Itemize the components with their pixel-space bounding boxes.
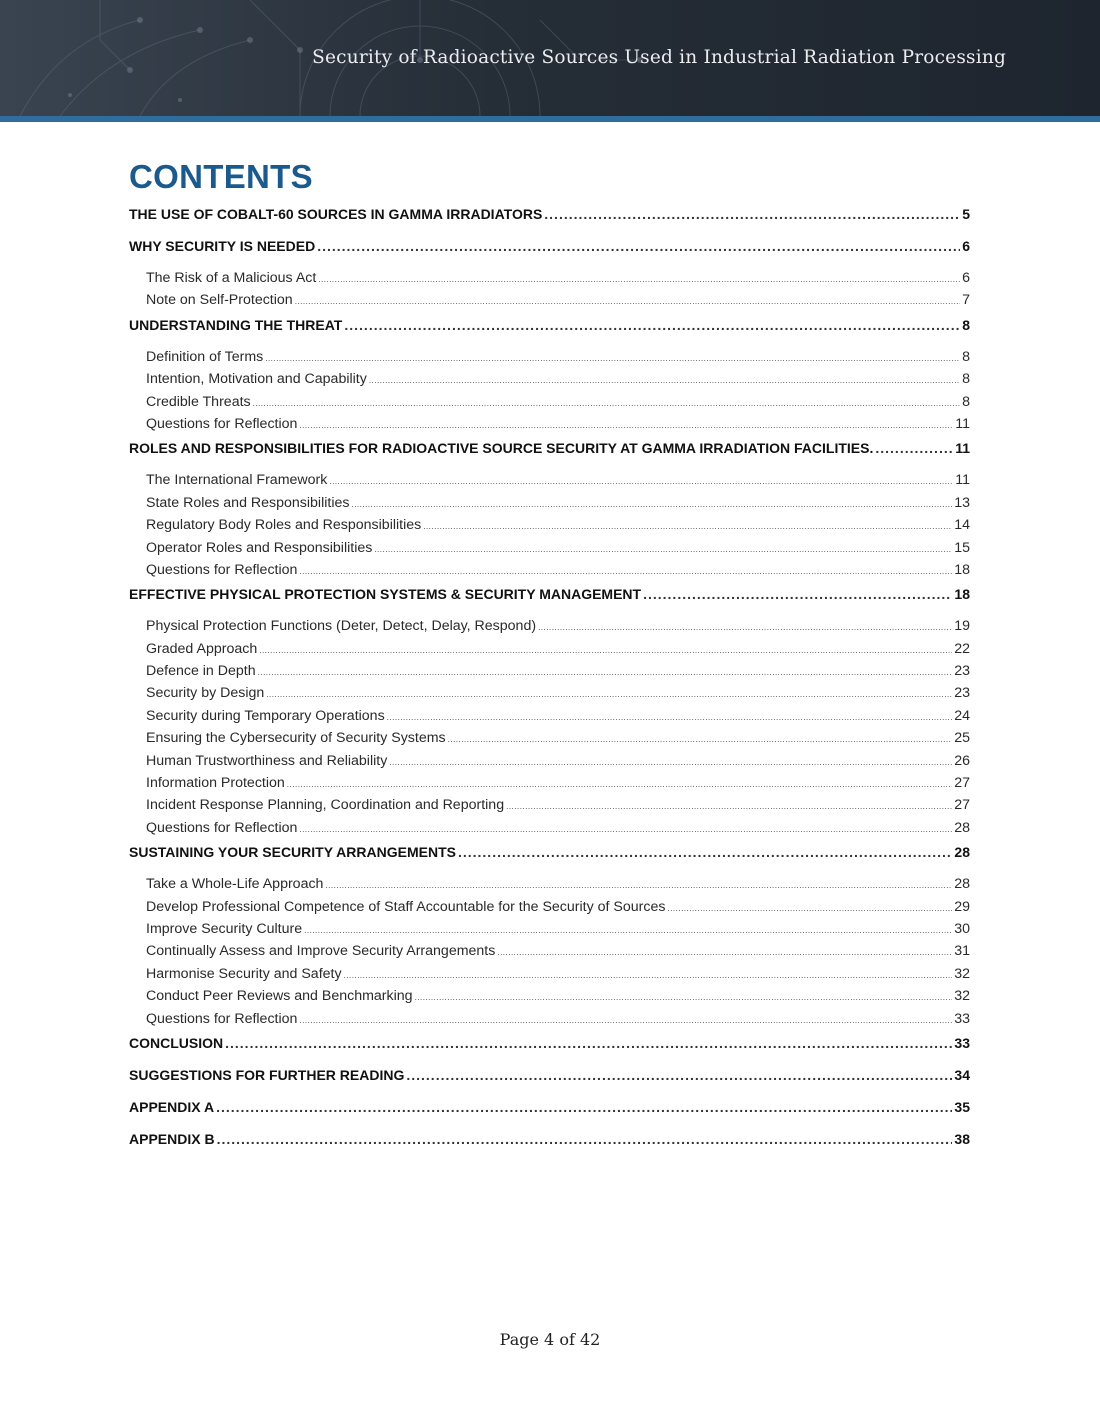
toc-entry-page: 5 bbox=[962, 206, 970, 222]
toc-dot-leader bbox=[497, 943, 952, 959]
toc-entry-title: CONCLUSION bbox=[129, 1034, 224, 1051]
toc-entry-title: Improve Security Culture bbox=[146, 920, 303, 937]
toc-subsection-entry[interactable] bbox=[129, 394, 970, 416]
toc-dot-leader bbox=[506, 797, 952, 813]
toc-dot-leader bbox=[287, 775, 952, 791]
toc-entry-page: 11 bbox=[955, 415, 970, 432]
toc-entry-title: Take a Whole-Life Approach bbox=[146, 876, 324, 893]
toc-entry-page: 6 bbox=[962, 270, 970, 286]
toc-subsection-entry[interactable] bbox=[129, 618, 970, 640]
toc-entry-page: 28 bbox=[954, 819, 970, 836]
toc-entry-title: SUSTAINING YOUR SECURITY ARRANGEMENTS bbox=[129, 844, 456, 861]
toc-dot-leader bbox=[667, 899, 952, 915]
toc-entry-page: 11 bbox=[955, 472, 970, 489]
toc-entry-page: 11 bbox=[955, 440, 970, 457]
toc-entry-title: Questions for Reflection bbox=[146, 1010, 298, 1027]
toc-dot-leader bbox=[299, 820, 952, 836]
toc-section-entry[interactable] bbox=[129, 1035, 970, 1067]
toc-entry-title: APPENDIX A bbox=[129, 1098, 215, 1115]
toc-dot-leader bbox=[369, 371, 960, 387]
toc-dot-leader bbox=[325, 876, 952, 892]
toc-subsection-entry[interactable] bbox=[129, 708, 970, 730]
toc-dot-leader bbox=[458, 844, 952, 860]
toc-entry-page: 33 bbox=[954, 1034, 970, 1051]
toc-dot-leader bbox=[217, 1131, 953, 1147]
toc-entry-page: 38 bbox=[954, 1130, 970, 1147]
toc-subsection-entry[interactable] bbox=[129, 371, 970, 393]
toc-entry-title: Definition of Terms bbox=[146, 348, 264, 365]
toc-entry-title: The Risk of a Malicious Act bbox=[146, 270, 317, 286]
toc-entry-title: Human Trustworthiness and Reliability bbox=[146, 752, 388, 769]
toc-entry-page: 7 bbox=[962, 292, 970, 309]
toc-entry-page: 18 bbox=[954, 561, 970, 578]
header-rule bbox=[0, 116, 1100, 122]
toc-entry-title: Information Protection bbox=[146, 775, 285, 792]
toc-entry-page: 23 bbox=[954, 663, 970, 680]
toc-entry-page: 24 bbox=[954, 707, 970, 724]
toc-dot-leader bbox=[318, 270, 960, 286]
toc-dot-leader bbox=[351, 495, 952, 511]
toc-entry-title: Note on Self-Protection bbox=[146, 292, 293, 309]
toc-entry-title: UNDERSTANDING THE THREAT bbox=[129, 316, 343, 333]
toc-subsection-entry[interactable] bbox=[129, 685, 970, 707]
toc-entry-page: 26 bbox=[954, 752, 970, 769]
toc-entry-page: 15 bbox=[954, 539, 970, 556]
toc-dot-leader bbox=[875, 440, 953, 456]
toc-entry-title: Intention, Motivation and Capability bbox=[146, 371, 367, 388]
toc-entry-page: 28 bbox=[954, 876, 970, 893]
page-header-banner bbox=[0, 0, 1100, 116]
toc-dot-leader bbox=[448, 730, 953, 746]
toc-subsection-entry[interactable] bbox=[129, 495, 970, 517]
toc-dot-leader bbox=[304, 921, 952, 937]
toc-dot-leader bbox=[387, 708, 953, 724]
toc-entry-page: 18 bbox=[954, 586, 970, 603]
document-title: Security of Radioactive Sources Used in Industrial Radiation Processing bbox=[312, 47, 1006, 68]
toc-subsection-entry[interactable] bbox=[129, 517, 970, 539]
toc-entry-title: APPENDIX B bbox=[129, 1130, 215, 1147]
toc-subsection-entry[interactable] bbox=[129, 663, 970, 685]
toc-entry-title: Incident Response Planning, Coordination and Reporting bbox=[146, 797, 505, 814]
toc-dot-leader bbox=[295, 292, 960, 308]
toc-section-entry[interactable] bbox=[129, 1067, 970, 1099]
toc-entry-page: 8 bbox=[962, 393, 970, 410]
toc-subsection-entry[interactable] bbox=[129, 820, 970, 842]
toc-entry-title: SUGGESTIONS FOR FURTHER READING bbox=[129, 1066, 405, 1083]
toc-subsection-entry[interactable] bbox=[129, 753, 970, 775]
toc-entry-page: 32 bbox=[954, 988, 970, 1005]
toc-dot-leader bbox=[344, 966, 953, 982]
toc-entry-page: 27 bbox=[954, 797, 970, 814]
toc-entry-page: 8 bbox=[962, 316, 970, 333]
toc-entry-title: ROLES AND RESPONSIBILITIES FOR RADIOACTIVE SOURCE SECURITY AT GAMMA IRRADIATION FACILITIES. bbox=[129, 440, 874, 457]
toc-entry-title: Defence in Depth bbox=[146, 663, 256, 680]
toc-dot-leader bbox=[253, 394, 960, 410]
toc-entry-title: Harmonise Security and Safety bbox=[146, 965, 342, 982]
toc-entry-page: 25 bbox=[954, 730, 970, 747]
toc-dot-leader bbox=[266, 685, 952, 701]
toc-section-entry[interactable] bbox=[129, 238, 970, 270]
toc-section-entry[interactable] bbox=[129, 1099, 970, 1131]
toc-subsection-entry[interactable] bbox=[129, 730, 970, 752]
toc-dot-leader bbox=[225, 1035, 952, 1051]
toc-dot-leader bbox=[423, 517, 952, 533]
toc-entry-page: 28 bbox=[954, 844, 970, 861]
toc-section-entry[interactable] bbox=[129, 317, 970, 349]
toc-entry-title: Develop Professional Competence of Staff Accountable for the Security of Sources bbox=[146, 898, 666, 915]
toc-subsection-entry[interactable] bbox=[129, 921, 970, 943]
toc-entry-page: 35 bbox=[954, 1098, 970, 1115]
toc-entry-page: 13 bbox=[954, 494, 970, 511]
toc-entry-title: Physical Protection Functions (Deter, Detect, Delay, Respond) bbox=[146, 618, 537, 635]
toc-dot-leader bbox=[406, 1067, 952, 1083]
toc-subsection-entry[interactable] bbox=[129, 876, 970, 898]
toc-dot-leader bbox=[374, 540, 952, 556]
toc-entry-title: Conduct Peer Reviews and Benchmarking bbox=[146, 988, 413, 1005]
toc-dot-leader bbox=[544, 206, 960, 222]
toc-subsection-entry[interactable] bbox=[129, 270, 970, 292]
toc-subsection-entry[interactable] bbox=[129, 1011, 970, 1033]
toc-entry-page: 29 bbox=[954, 898, 970, 915]
toc-entry-title: Questions for Reflection bbox=[146, 819, 298, 836]
toc-subsection-entry[interactable] bbox=[129, 292, 970, 314]
toc-entry-page: 23 bbox=[954, 685, 970, 702]
toc-subsection-entry[interactable] bbox=[129, 472, 970, 494]
toc-entry-page: 33 bbox=[954, 1010, 970, 1027]
toc-entry-title: Graded Approach bbox=[146, 640, 258, 657]
toc-subsection-entry[interactable] bbox=[129, 797, 970, 819]
toc-dot-leader bbox=[299, 1011, 952, 1027]
toc-subsection-entry[interactable] bbox=[129, 943, 970, 965]
toc-entry-title: State Roles and Responsibilities bbox=[146, 494, 350, 511]
toc-entry-page: 31 bbox=[954, 943, 970, 960]
toc-entry-title: The International Framework bbox=[146, 472, 328, 489]
table-of-contents bbox=[129, 206, 970, 1163]
toc-subsection-entry[interactable] bbox=[129, 540, 970, 562]
toc-entry-title: Credible Threats bbox=[146, 393, 251, 410]
toc-section-entry[interactable] bbox=[129, 586, 970, 618]
toc-entry-page: 27 bbox=[954, 775, 970, 792]
toc-entry-page: 19 bbox=[954, 618, 970, 635]
toc-entry-page: 6 bbox=[962, 238, 970, 254]
toc-entry-title: Security during Temporary Operations bbox=[146, 707, 385, 724]
toc-section-entry[interactable] bbox=[129, 440, 970, 472]
toc-dot-leader bbox=[415, 988, 953, 1004]
toc-entry-title: Regulatory Body Roles and Responsibilities bbox=[146, 517, 422, 534]
toc-dot-leader bbox=[317, 238, 960, 254]
toc-dot-leader bbox=[216, 1099, 952, 1115]
toc-entry-page: 30 bbox=[954, 920, 970, 937]
toc-entry-title: EFFECTIVE PHYSICAL PROTECTION SYSTEMS & SECURITY MANAGEMENT bbox=[129, 586, 642, 603]
toc-dot-leader bbox=[538, 618, 952, 634]
contents-heading: CONTENTS bbox=[129, 158, 313, 195]
toc-dot-leader bbox=[643, 586, 952, 602]
toc-dot-leader bbox=[258, 663, 953, 679]
toc-subsection-entry[interactable] bbox=[129, 775, 970, 797]
toc-dot-leader bbox=[265, 349, 960, 365]
toc-subsection-entry[interactable] bbox=[129, 641, 970, 663]
toc-dot-leader bbox=[299, 416, 953, 432]
toc-entry-title: WHY SECURITY IS NEEDED bbox=[129, 238, 316, 254]
toc-entry-title: Continually Assess and Improve Security Arrangements bbox=[146, 943, 496, 960]
toc-entry-title: Questions for Reflection bbox=[146, 415, 298, 432]
toc-subsection-entry[interactable] bbox=[129, 562, 970, 584]
toc-subsection-entry[interactable] bbox=[129, 988, 970, 1010]
toc-dot-leader bbox=[389, 753, 952, 769]
toc-dot-leader bbox=[329, 472, 953, 488]
toc-entry-title: Questions for Reflection bbox=[146, 561, 298, 578]
toc-entry-page: 14 bbox=[954, 517, 970, 534]
toc-entry-page: 32 bbox=[954, 965, 970, 982]
page-number: Page 4 of 42 bbox=[499, 1330, 601, 1349]
toc-subsection-entry[interactable] bbox=[129, 349, 970, 371]
toc-entry-title: THE USE OF COBALT-60 SOURCES IN GAMMA IRRADIATORS bbox=[129, 206, 543, 222]
toc-entry-page: 8 bbox=[962, 371, 970, 388]
toc-dot-leader bbox=[299, 562, 952, 578]
toc-subsection-entry[interactable] bbox=[129, 899, 970, 921]
toc-dot-leader bbox=[259, 641, 952, 657]
toc-section-entry[interactable] bbox=[129, 1131, 970, 1163]
toc-entry-title: Security by Design bbox=[146, 685, 265, 702]
toc-entry-page: 34 bbox=[954, 1066, 970, 1083]
toc-subsection-entry[interactable] bbox=[129, 416, 970, 438]
toc-entry-page: 22 bbox=[954, 640, 970, 657]
toc-dot-leader bbox=[344, 317, 960, 333]
toc-entry-title: Operator Roles and Responsibilities bbox=[146, 539, 373, 556]
toc-section-entry[interactable] bbox=[129, 844, 970, 876]
toc-entry-title: Ensuring the Cybersecurity of Security Systems bbox=[146, 730, 446, 747]
toc-subsection-entry[interactable] bbox=[129, 966, 970, 988]
toc-entry-page: 8 bbox=[962, 348, 970, 365]
toc-section-entry[interactable] bbox=[129, 206, 970, 238]
